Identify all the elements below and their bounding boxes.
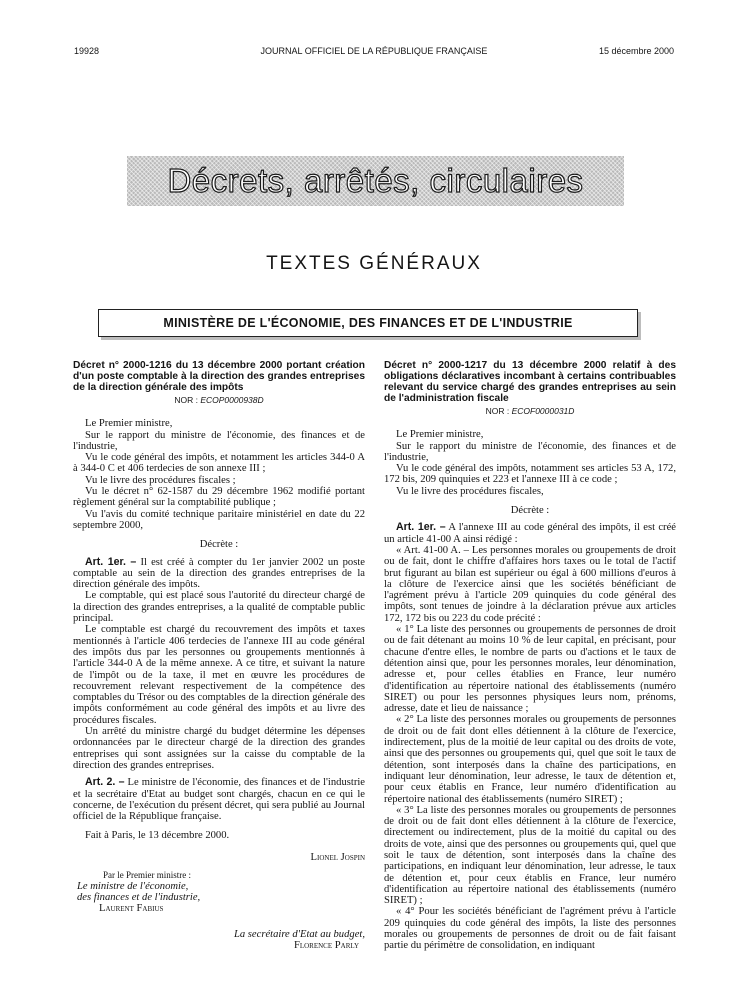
article-1 [73, 557, 365, 591]
fait-a-paris: Fait à Paris, le 13 décembre 2000. [85, 830, 230, 842]
body-paragraph: « 2° La liste des personnes morales ou groupements de personnes de droit ou de fait dont elles détiennent à la clôture de l'exercice, indirectement, plus de la moitié de leur capital ou des droits de vote, ainsi que des personnes ou groupements qui, quel que soit le taux de détention, sont interposés dans la chaîne des participations, en indiquant leur dénomination, leur adresse, le taux de détention et, pour ceux établis en France, leur numéro d'identification au répertoire national des établissements (numéro SIRET) ; [384, 714, 676, 805]
body-paragraph: « 4° Pour les sociétés bénéficiant de l'agrément prévu à l'article 209 quinquies du code général des impôts, la liste des personnes morales ou groupements de personnes de droit ou de fait faisant partie du périmètre de consolidation, en indiquant [384, 906, 676, 952]
preamble-line: Vu le décret n° 62-1587 du 29 décembre 1962 modifié portant règlement général sur la comptabilité publique ; [73, 486, 365, 509]
minister-title-line2: des finances et de l'industrie, [77, 892, 201, 904]
nor-code: ECOP0000938D [200, 395, 264, 405]
banner-title: Décrets, arrêtés, circulaires [167, 162, 584, 199]
article-label: Art. 2. – [85, 776, 125, 789]
preamble-line: Sur le rapport du ministre de l'économie, des finances et de l'industrie, [384, 440, 676, 463]
running-header [74, 46, 674, 60]
decree-title-left: Décret n° 2000-1216 du 13 décembre 2000 portant création d'un poste comptable à la direction des grandes entreprises de la direction générale des impôts [73, 360, 365, 393]
minister-title-line1: Le ministre de l'économie, [77, 880, 189, 892]
article-text: A l'annexe III au code général des impôts, il est créé un article 41-00 A ainsi rédigé : [384, 522, 676, 545]
journal-title: JOURNAL OFFICIEL DE LA RÉPUBLIQUE FRANÇAISE [260, 46, 488, 56]
preamble-line: Le Premier ministre, [85, 418, 173, 430]
body-paragraph: « Art. 41-00 A. – Les personnes morales ou groupements de droit ou de fait, dont le chiffre d'affaires hors taxes ou le total de l'actif brut figurant au bilan est supérieur ou égal à 600 millions d'euros à la clôture de l'exercice ainsi que les sociétés bénéficiant de l'agrément prévu à l'article 209 quinquies du code général des impôts, sont tenues de joindre à la déclaration prévue aux articles 172, 172 bis ou 223 du code précité : [384, 544, 676, 624]
signature-prime-minister: Lionel Jospin [310, 852, 365, 864]
preamble-line: Sur le rapport du ministre de l'économie, des finances et de l'industrie, [73, 429, 365, 452]
body-paragraph: « 1° La liste des personnes ou groupements de personnes de droit ou de fait détenant au moins 10 % de leur capital, en précisant, pour chacune d'entre elles, le nombre de parts ou d'actions et le taux de détention ainsi que, pour les personnes morales, leur dénomination, adresse et, pour celles établies en France, leur numéro d'identification au répertoire national des établissements (numéro SIRET) ou pour les personnes physiques leurs nom, prénoms, adresse, date et lieu de naissance ; [384, 624, 676, 715]
nor-label: NOR : [485, 406, 510, 416]
decrete-heading: Décrète : [199, 539, 239, 551]
article-label: Art. 1er. – [396, 521, 446, 534]
preamble-line: Vu le livre des procédures fiscales ; [85, 474, 236, 486]
minister-name: Laurent Fabius [99, 903, 164, 915]
preamble-line: Vu le code général des impôts, notamment ses articles 53 A, 172, 172 bis, 209 quinquies et 223 et l'annexe III à ce code ; [384, 463, 676, 486]
nor-label: NOR : [174, 395, 198, 405]
preamble-line: Vu l'avis du comité technique paritaire ministériel en date du 22 septembre 2000, [73, 508, 365, 531]
preamble-line: Vu le livre des procédures fiscales, [396, 485, 544, 497]
article-text: Il est créé à compter du 1er janvier 2002 un poste comptable au sein de la direction des grandes entreprises de la direction générale des impôts. [73, 556, 365, 591]
body-paragraph: Le comptable est chargé du recouvrement des impôts et taxes mentionnés à l'article 406 terdecies de l'annexe III au code général des impôts dus par les personnes ou groupements mentionnés à l'article 344-0 A de la même annexe. A ce titre, et suivant la nature de l'impôt ou de la taxe, il met en œuvre les procédures de recouvrement relevant respectivement de la compétence des comptables du Trésor ou des comptables de la direction générale des impôts conformément au code général des impôts et au livre des procédures fiscales. [73, 624, 365, 726]
issue-date: 15 décembre 2000 [598, 46, 674, 56]
right-column [384, 360, 676, 952]
par-le-premier-ministre: Par le Premier ministre : [103, 869, 191, 880]
page-number: 19928 [74, 46, 100, 56]
body-paragraph: Un arrêté du ministre chargé du budget détermine les dépenses ordonnancées par le directeur chargé de la direction des grandes entreprises qui sont assignées sur la caisse du comptable de la direction des grandes entreprises. [73, 726, 365, 771]
secretary-name: Florence Parly [293, 940, 359, 952]
decrete-heading: Décrète : [510, 505, 550, 517]
secretary-title: La secrétaire d'Etat au budget, [233, 928, 365, 940]
body-paragraph: « 3° La liste des personnes morales ou groupements de personnes de droit ou de fait dont elles détiennent à la clôture de l'exercice, directement ou indirectement, plus de la moitié du capital ou des droits de vote, ainsi que des personnes ou groupements qui, quel que soit le taux de détention, sont interposés dans la chaîne des participations, en indiquant leur dénomination, leur adresse, le taux de détention et, pour ceux établis en France, leur numéro d'identification au répertoire national des établissements (numéro SIRET) ; [384, 804, 676, 907]
article-2 [73, 777, 365, 822]
body-paragraph: Le comptable, qui est placé sous l'autorité du directeur chargé de la direction des grandes entreprises, a la qualité de comptable public principal. [73, 590, 365, 625]
category-banner [127, 156, 624, 206]
preamble-line: Vu le code général des impôts, et notamment les articles 344-0 A à 344-0 C et 406 terdecies de son annexe III ; [73, 452, 365, 475]
article-1 [384, 522, 676, 545]
section-title: TEXTES GÉNÉRAUX [266, 253, 482, 274]
decree-title-right: Décret n° 2000-1217 du 13 décembre 2000 relatif à des obligations déclaratives incombant à certains contribuables relevant du service chargé des grandes entreprises au sein de l'administration fiscale [384, 360, 676, 404]
article-label: Art. 1er. – [85, 555, 137, 568]
nor-reference-left [73, 395, 365, 406]
ministry-name: MINISTÈRE DE L'ÉCONOMIE, DES FINANCES ET DE L'INDUSTRIE [163, 316, 573, 330]
nor-reference-right [384, 406, 676, 417]
nor-code: ECOF0000031D [511, 406, 575, 416]
left-column [73, 360, 365, 951]
article-text: Le ministre de l'économie, des finances et de l'industrie et la secrétaire d'Etat au budget sont chargés, chacun en ce qui le concerne, de l'exécution du présent décret, qui sera publié au Journal officiel de la République française. [73, 777, 365, 823]
ministry-box [98, 309, 638, 337]
preamble-line: Le Premier ministre, [396, 429, 484, 441]
